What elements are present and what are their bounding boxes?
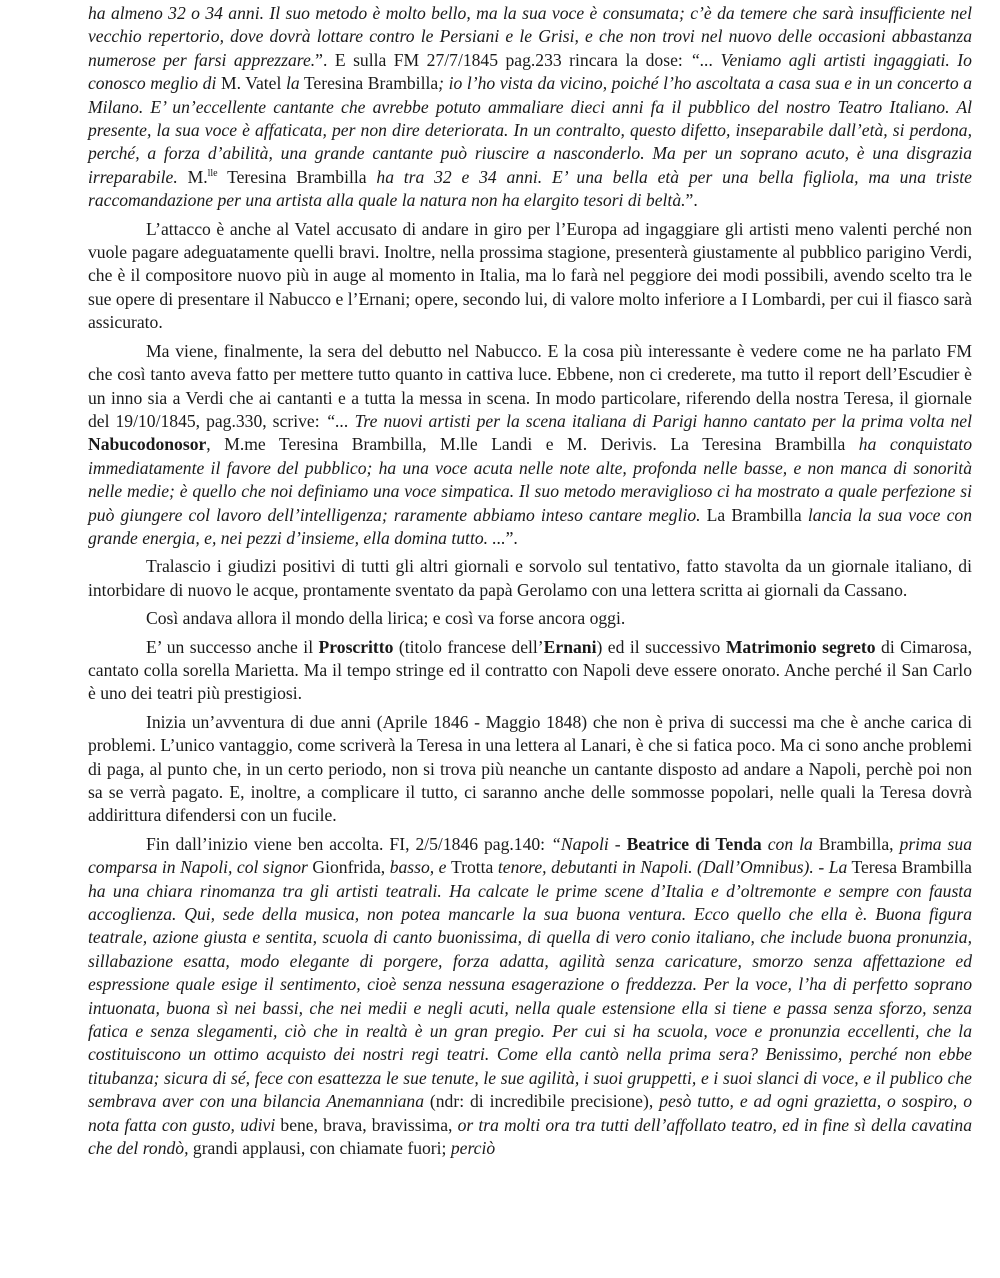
body-paragraph	[88, 636, 972, 706]
text-run: Fin dall’inizio viene ben accolta. FI, 2/5/1846 pag.140:	[146, 833, 552, 854]
bold-text: Ernani	[543, 636, 597, 657]
text-run: L’attacco è anche al Vatel accusato di andare in giro per l’Europa ad ingaggiare gli artisti meno valenti perché non vuole pagare adeguatamente quelli bravi. Inoltre, nella prossima stagione, presenterà giustamente al pubblico parigino Verdi, che è il compositore nuovo più in auge al momento in Italia, ma lo farà nel peggiore dei modi possibili, avendo scelto tra le sue opere di presentare il Nabucco e l’Ernani; opere, secondo lui, di valore molto inferiore a I Lombardi, per cui il fiasco sarà assicurato.	[88, 218, 972, 333]
text-run: Trotta	[451, 857, 498, 878]
italic-text: la	[285, 73, 300, 94]
body-paragraph	[88, 607, 972, 630]
italic-text: ha almeno 32 o 34 anni. Il suo metodo è molto bello, ma la sua voce è consumata; c’è da temere che sarà insufficiente nel vecchio repertorio, dove dovrà lottare contro le Persiani e le Grisi, e che non trovi nel nuovo delle occasioni abbastanza numerose per farsi apprezzare.	[88, 3, 972, 70]
italic-text: “Napoli -	[551, 833, 627, 854]
italic-text: lancia la sua voce con grande energia, e, nei pezzi d’insieme, ella domina tutto. ...	[88, 504, 972, 548]
text-run: grandi applausi, con chiamate fuori;	[192, 1138, 451, 1159]
text-run: Ma viene, finalmente, la sera del debutto nel Nabucco. E la cosa più interessante è vedere come ne ha parlato FM che così tanto aveva fatto per mettere tutto quanto in cattiva luce. Ebbene, non ci crederete, ma tutto il report dell’Escudier è un inno sia a Verdi che ai cantanti e a tutta la messa in scena. In modo particolare, riferendo della nostra Teresa, il giornale del 19/10/1845, pag.330, scrive:	[88, 340, 972, 431]
bold-text: Proscritto	[318, 636, 394, 657]
bold-text: Matrimonio segreto	[725, 636, 876, 657]
italic-text: “... Tre nuovi artisti per la scena italiana di Parigi hanno cantato per la prima volta nel	[325, 410, 972, 431]
italic-text: ; io l’ho vista da vicino, poiché l’ho ascoltata a casa sua e in un concerto a Milano. E’ un’eccellente cantante che avrebbe potuto ammaliare dieci anni fa il pubblico del nostro Teatro Italiano. Al presente, la sua voce è affaticata, per non dire deteriorata. In un contralto, questo difetto, inseparabile dall’età, si perdona, perché, a forza d’abilità, una grande cantante può riuscire a nasconderlo. Ma per un soprano acuto, è una disgrazia irreparabile.	[88, 73, 972, 187]
italic-text: or tra molti ora tra tutti dell’affollato teatro, ed in fine sì della cavatina che del rondò,	[88, 1114, 972, 1159]
italic-text: ha tra 32 e 34 anni. E’ una bella età per una bella figliola, ma una triste raccomandazione per una artista alla quale la natura non ha elargito tesori di beltà.	[88, 166, 972, 211]
text-run: (ndr: di incredibile precisione),	[424, 1091, 660, 1112]
italic-text: tenore, debutanti in Napoli. (Dall’Omnibus). -	[497, 857, 829, 878]
text-run: La Brambilla	[700, 504, 808, 525]
italic-text: “... Veniamo agli artisti ingaggiati. Io conosco meglio di	[88, 49, 972, 94]
italic-text: basso, e	[389, 857, 451, 878]
text-run: bene, brava, bravissima,	[280, 1114, 458, 1135]
text-run: E’ un successo anche il	[146, 636, 319, 657]
text-run: ”.	[685, 190, 698, 211]
text-run: Tralascio i giudizi positivi di tutti gli altri giornali e sorvolo sul tentativo, fatto stavolta da un giornale italiano, di intorbidare di nuovo le acque, prontamente sventato da papà Gerolamo con una lettera scritta ai giornali da Cassano.	[88, 556, 972, 600]
body-paragraph	[88, 711, 972, 828]
body-paragraph	[88, 2, 972, 213]
text-run: Teresa Brambilla	[847, 857, 972, 878]
superscript-text: lle	[207, 167, 218, 179]
bold-text: Nabucodonosor	[88, 434, 207, 455]
italic-text: ha conquistato immediatamente il favore del pubblico; ha una voce acuta nelle note alte, profonda nelle basse, e non manca di sonorità nelle medie; è quello che noi definiamo una voce simpatica. Il suo metodo meraviglioso ci ha mostrato a quale perfezione si può giungere col lavoro dell’intelligenza; raramente abbiamo inteso cantare meglio.	[88, 434, 972, 525]
text-run: di Cimarosa, cantato colla sorella Marietta. Ma il tempo stringe ed il contratto con Napoli deve essere onorato. Anche perché il San Carlo è uno dei teatri più prestigiosi.	[88, 636, 972, 704]
bold-text: Beatrice di Tenda	[626, 833, 762, 854]
text-run: Teresina Brambilla	[217, 166, 377, 187]
italic-text: pesò tutto, e ad ogni grazietta, o sospiro, o nota fatta con gusto, udivi	[88, 1091, 972, 1135]
text-run: (titolo francese dell’	[393, 636, 544, 657]
text-run: Gionfrida,	[312, 857, 390, 878]
text-run: Inizia un’avventura di due anni (Aprile 1846 - Maggio 1848) che non è priva di successi ma che è anche carica di problemi. L’unico vantaggio, come scriverà la Teresa in una lettera al Lanari, è che si fatica poco. Ma ci sono anche problemi di paga, al punto che, in un certo periodo, non si trova più neanche un cantante disposto ad andare a Napoli, perchè poi non sa se verrà pagato. E, inoltre, a complicare il tutto, ci saranno anche delle sommosse popolari, nelle quali la Teresa dovrà addirittura difendersi con un fucile.	[88, 711, 972, 826]
italic-text: con la	[761, 833, 813, 854]
italic-text: perciò	[450, 1138, 496, 1159]
text-run: M. Vatel	[220, 73, 286, 94]
body-paragraph	[88, 555, 972, 602]
body-paragraph	[88, 340, 972, 551]
text-run: Così andava allora il mondo della lirica; e così va forse ancora oggi.	[146, 608, 626, 629]
text-run: Teresina Brambilla	[299, 73, 439, 94]
text-run: , M.me Teresina Brambilla, M.lle Landi e M. Derivis. La Teresina Brambilla	[206, 434, 859, 455]
text-run: ) ed il successivo	[596, 636, 726, 657]
text-run: Brambilla,	[812, 833, 900, 854]
body-paragraph	[88, 218, 972, 335]
body-paragraph	[88, 833, 972, 1161]
text-run: M.	[177, 166, 208, 187]
italic-text: La	[828, 857, 848, 878]
text-run: ”. E sulla FM 27/7/1845 pag.233 rincara la dose:	[315, 49, 691, 70]
text-run: ”.	[505, 527, 518, 548]
italic-text: ha una chiara rinomanza tra gli artisti teatrali. Ha calcate le prime scene d’Italia e d’oltremonte e sempre con fausta accoglienza. Qui, sede della musica, non potea mancarle la sua buona ventura. Ecco quello che ella è. Buona figura teatrale, azione giusta e sentita, scuola di canto buonissima, di quella di vero conio italiano, che include buona pronunzia, sillabazione esatta, modo elegante di porgere, forza adatta, agilità senza caricature, smorzo senza affettazione ed espressione quale esige il sentimento, cioè senza nessuna esagerazione o freddezza. Per la voce, l’ha di perfetto soprano intuonata, buona sì nei bassi, che nei medii e negli acuti, nella quale estensione ella si tiene e passa senza sforzo, senza fatica e senza slegamenti, ciò che in realtà è un gran pregio. Per cui si ha scuola, voce e pronunzia eccellenti, che la costituiscono un ottimo acquisto dei nostri regi teatri. Come ella cantò nella prima sera? Benissimo, perché non ebbe titubanza; sicura di sé, fece con esattezza le sue tenute, le sue agilità, i suoi gruppetti, e i suoi slanci di voce, e il publico che sembrava aver con una bilancia Anemanniana	[88, 880, 972, 1112]
italic-text: prima sua comparsa in Napoli, col signor	[88, 833, 972, 878]
